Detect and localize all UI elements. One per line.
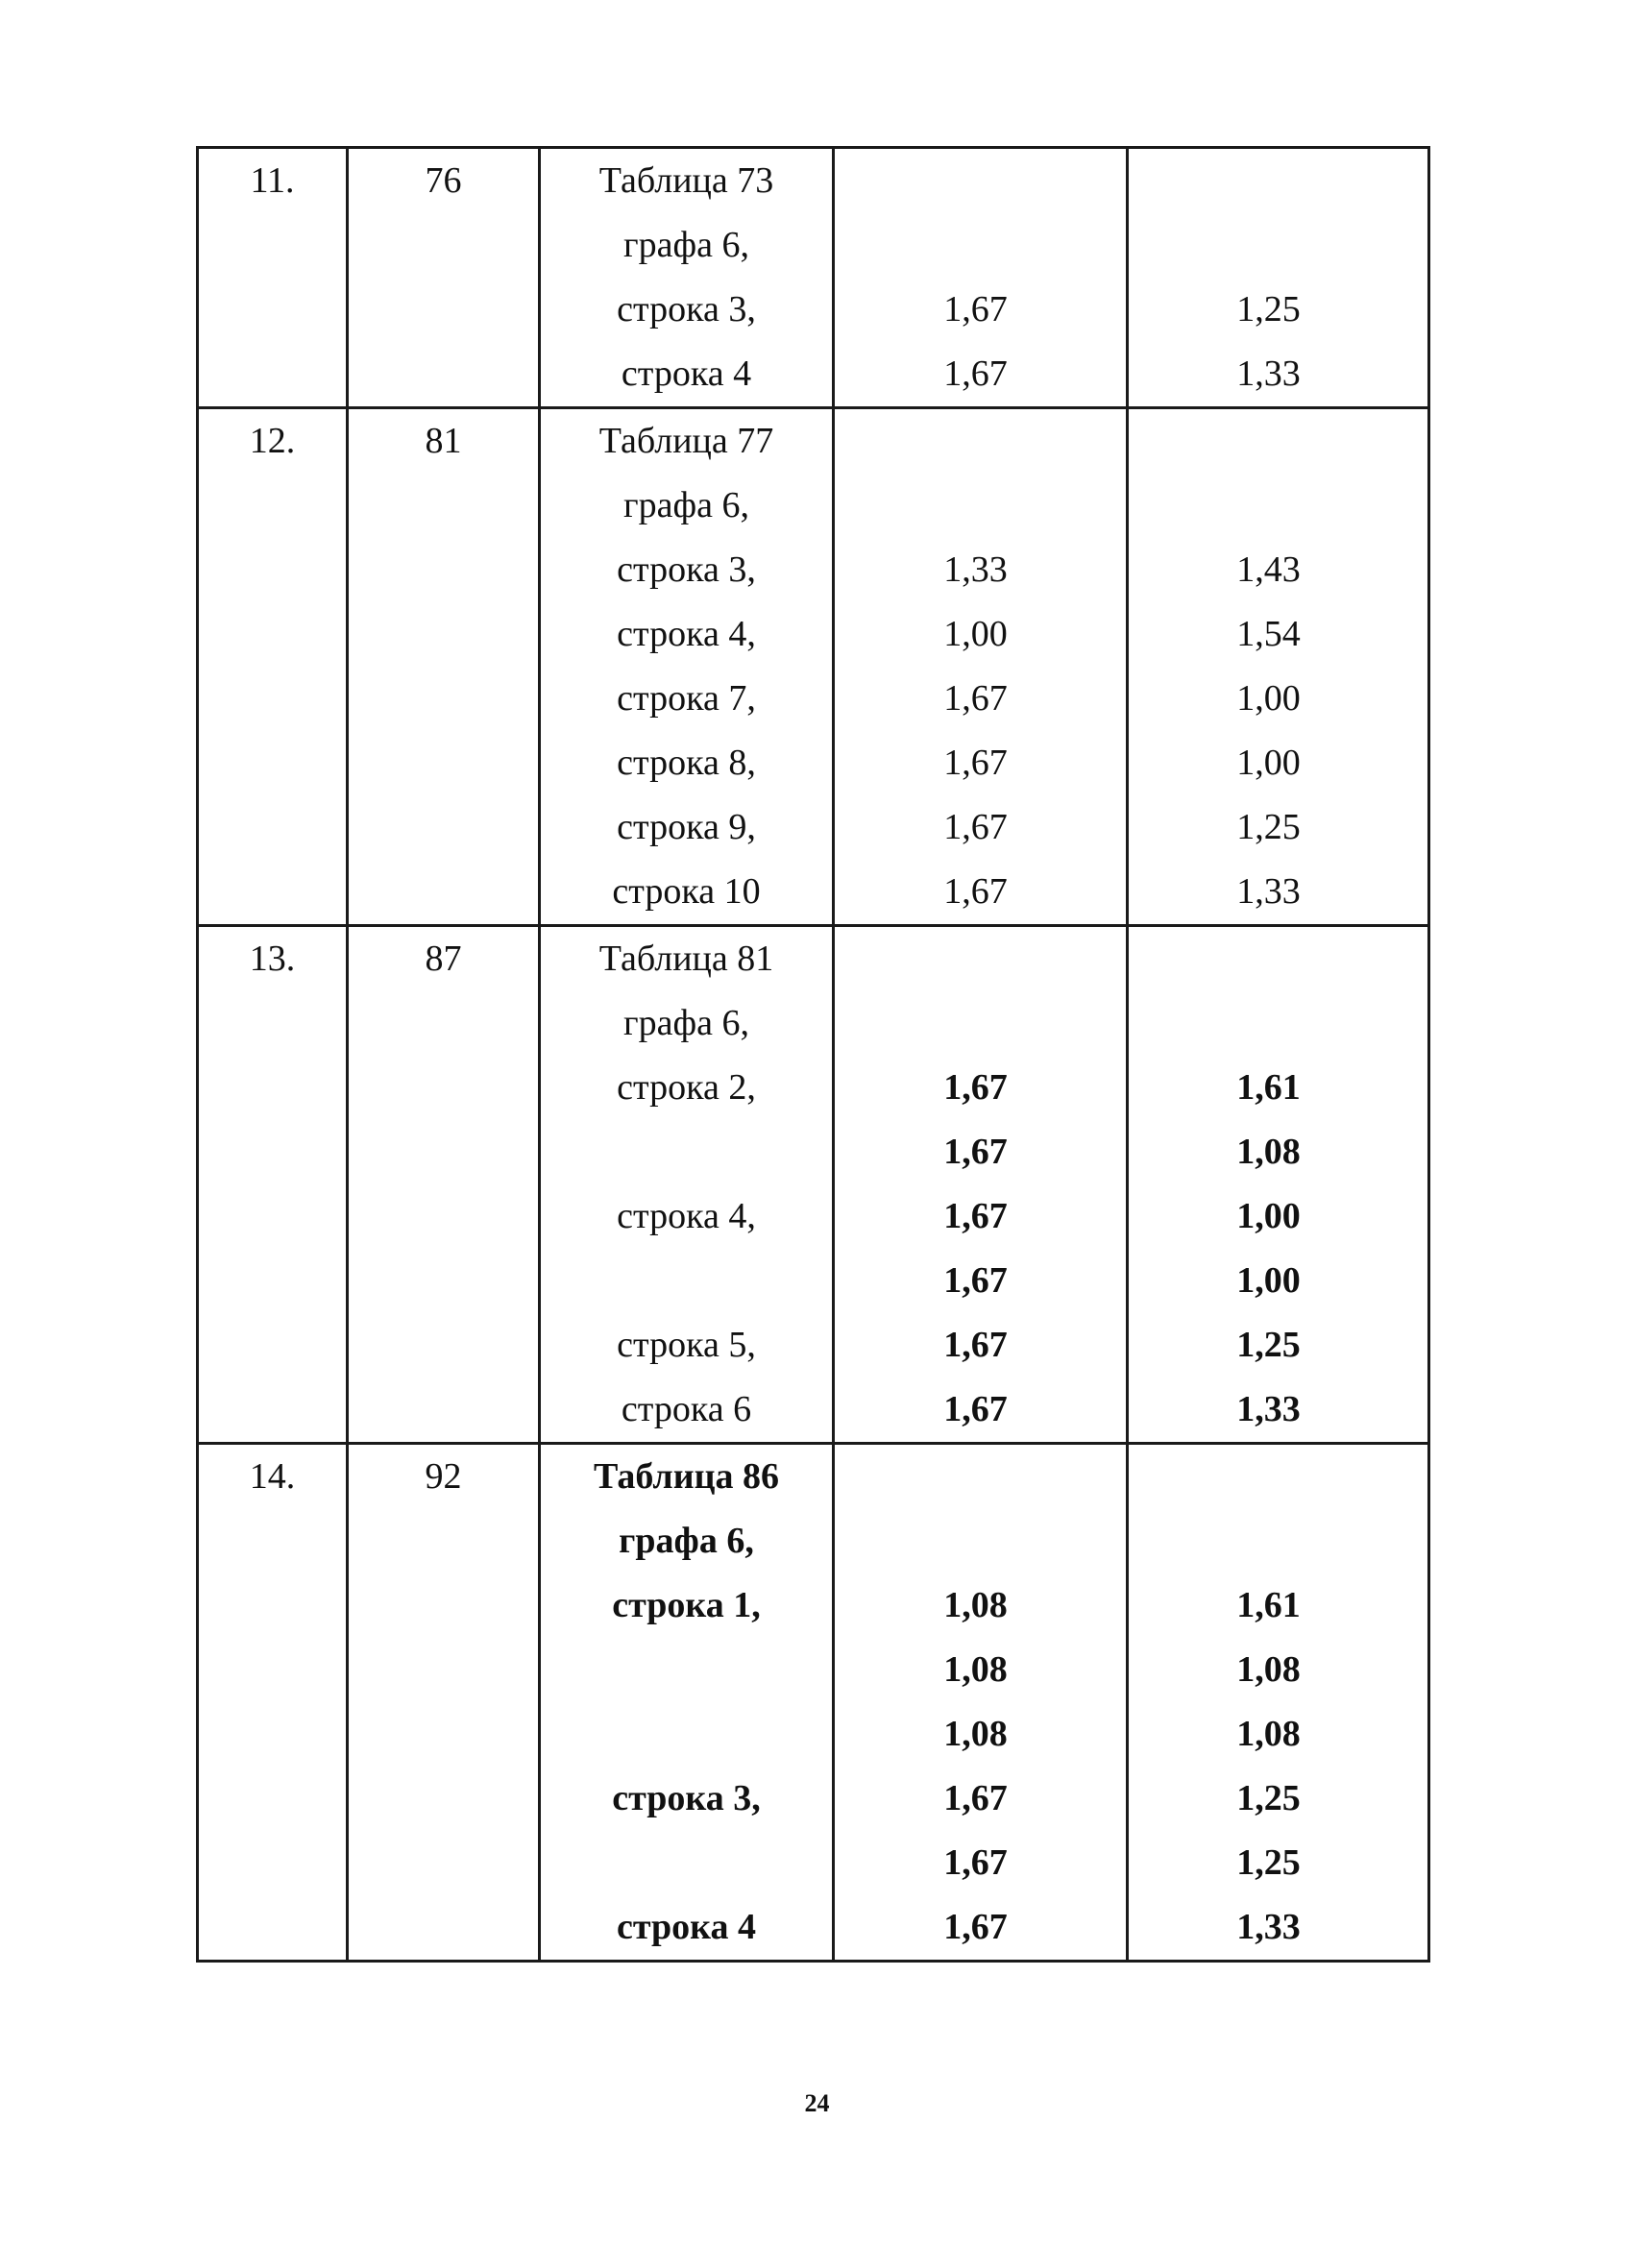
coef-value xyxy=(1129,409,1427,474)
table-ref-line xyxy=(541,1638,832,1702)
coef-value: 1,08 xyxy=(1236,1132,1301,1172)
row-number-cell xyxy=(198,408,348,926)
table-ref-line: строка 10 xyxy=(612,871,761,912)
coef-value: 1,25 xyxy=(1236,1778,1301,1818)
coef-value: 1,61 xyxy=(1236,1067,1301,1108)
coef-value: 1,54 xyxy=(1236,614,1301,654)
table-ref-line: строка 9, xyxy=(617,807,756,847)
coef-value: 1,67 xyxy=(943,807,1008,847)
table-ref-line: строка 4, xyxy=(617,614,756,654)
coef-value: 1,08 xyxy=(1236,1714,1301,1754)
coef-value: 1,00 xyxy=(1236,1260,1301,1301)
table-row xyxy=(198,1444,1429,1962)
table-ref-line: графа 6, xyxy=(623,485,749,525)
coef-value xyxy=(835,474,1126,538)
table-ref-line: строка 5, xyxy=(617,1325,756,1365)
table-ref-line: строка 4, xyxy=(617,1196,756,1236)
page-ref: 87 xyxy=(425,939,462,979)
coef-value: 1,67 xyxy=(943,1196,1008,1236)
coef-value: 1,25 xyxy=(1236,1842,1301,1883)
coef-value xyxy=(1129,474,1427,538)
table-row xyxy=(198,926,1429,1444)
coef-value: 1,00 xyxy=(1236,1196,1301,1236)
coef-value xyxy=(835,213,1126,278)
coef-value: 1,67 xyxy=(943,1132,1008,1172)
coef-value: 1,25 xyxy=(1236,289,1301,329)
coef-cell-col4 xyxy=(834,408,1128,926)
data-table xyxy=(196,146,1430,1963)
coef-value: 1,67 xyxy=(943,1389,1008,1429)
coef-value xyxy=(1129,927,1427,991)
coef-value: 1,25 xyxy=(1236,1325,1301,1365)
table-ref-line xyxy=(541,1702,832,1767)
coef-value xyxy=(1129,149,1427,213)
table-ref-line: строка 3, xyxy=(617,549,756,590)
coef-value: 1,67 xyxy=(943,743,1008,783)
coef-value: 1,43 xyxy=(1236,549,1301,590)
page-number: 24 xyxy=(804,2089,830,2117)
coef-cell-col5 xyxy=(1128,1444,1429,1962)
table-ref-line: строка 2, xyxy=(617,1067,756,1108)
row-number: 14. xyxy=(249,1456,296,1497)
table-ref-line: строка 4 xyxy=(621,354,752,394)
page-ref-cell xyxy=(348,148,540,408)
coef-value: 1,33 xyxy=(1236,871,1301,912)
coef-value: 1,67 xyxy=(943,1067,1008,1108)
coef-value xyxy=(835,927,1126,991)
coef-cell-col4 xyxy=(834,926,1128,1444)
table-ref-line: строка 7, xyxy=(617,678,756,719)
table-ref-line: строка 3, xyxy=(617,289,756,329)
coef-value: 1,61 xyxy=(1236,1585,1301,1625)
coef-value: 1,33 xyxy=(943,549,1008,590)
page-ref: 76 xyxy=(425,160,462,201)
table-ref-line: Таблица 86 xyxy=(593,1456,780,1497)
table-ref-line: строка 1, xyxy=(612,1585,761,1625)
table-ref-line: Таблица 77 xyxy=(598,421,774,461)
coef-value: 1,67 xyxy=(943,871,1008,912)
table-ref-line: графа 6, xyxy=(619,1521,754,1561)
coef-value xyxy=(1129,991,1427,1056)
coef-value: 1,33 xyxy=(1236,1389,1301,1429)
table-ref-line xyxy=(541,1249,832,1313)
row-number-cell xyxy=(198,148,348,408)
table-ref-cell xyxy=(540,926,834,1444)
coef-value xyxy=(835,991,1126,1056)
table-ref-line: графа 6, xyxy=(623,1003,749,1043)
coef-value xyxy=(835,1509,1126,1573)
table-ref-cell xyxy=(540,148,834,408)
page-ref: 92 xyxy=(425,1456,462,1497)
coef-value xyxy=(835,1445,1126,1509)
coef-value: 1,08 xyxy=(943,1649,1008,1690)
coef-value: 1,33 xyxy=(1236,354,1301,394)
row-number-cell xyxy=(198,926,348,1444)
coef-value: 1,67 xyxy=(943,1325,1008,1365)
coef-value: 1,00 xyxy=(943,614,1008,654)
coef-value xyxy=(1129,1445,1427,1509)
coef-value: 1,08 xyxy=(943,1714,1008,1754)
table-row xyxy=(198,148,1429,408)
coef-value xyxy=(1129,213,1427,278)
coef-value: 1,67 xyxy=(943,354,1008,394)
coef-value: 1,67 xyxy=(943,1842,1008,1883)
table-ref-line: строка 3, xyxy=(612,1778,761,1818)
row-number: 13. xyxy=(249,939,296,979)
coef-value: 1,00 xyxy=(1236,678,1301,719)
coef-value: 1,67 xyxy=(943,1907,1008,1947)
page-ref: 81 xyxy=(425,421,462,461)
row-number: 11. xyxy=(250,160,295,201)
table-ref-line xyxy=(541,1120,832,1184)
coef-value xyxy=(1129,1509,1427,1573)
coef-value xyxy=(835,149,1126,213)
coef-cell-col4 xyxy=(834,1444,1128,1962)
coef-cell-col5 xyxy=(1128,926,1429,1444)
table-ref-line: строка 8, xyxy=(617,743,756,783)
coef-value: 1,33 xyxy=(1236,1907,1301,1947)
page-ref-cell xyxy=(348,1444,540,1962)
table-ref-line: строка 4 xyxy=(617,1907,756,1947)
coef-value: 1,67 xyxy=(943,1778,1008,1818)
coef-value: 1,08 xyxy=(1236,1649,1301,1690)
coef-value: 1,00 xyxy=(1236,743,1301,783)
coef-value: 1,25 xyxy=(1236,807,1301,847)
row-number: 12. xyxy=(249,421,296,461)
page-ref-cell xyxy=(348,926,540,1444)
coef-value: 1,67 xyxy=(943,1260,1008,1301)
coef-cell-col5 xyxy=(1128,148,1429,408)
row-number-cell xyxy=(198,1444,348,1962)
coef-cell-col5 xyxy=(1128,408,1429,926)
table-ref-cell xyxy=(540,408,834,926)
coef-value: 1,67 xyxy=(943,289,1008,329)
table-ref-line: Таблица 73 xyxy=(598,160,774,201)
coef-cell-col4 xyxy=(834,148,1128,408)
table-ref-line xyxy=(541,1831,832,1895)
coef-value: 1,67 xyxy=(943,678,1008,719)
table-row xyxy=(198,408,1429,926)
table-ref-line: Таблица 81 xyxy=(598,939,774,979)
table-ref-line: графа 6, xyxy=(623,225,749,265)
page-ref-cell xyxy=(348,408,540,926)
table-ref-cell xyxy=(540,1444,834,1962)
coef-value: 1,08 xyxy=(943,1585,1008,1625)
coef-value xyxy=(835,409,1126,474)
table-ref-line: строка 6 xyxy=(621,1389,752,1429)
